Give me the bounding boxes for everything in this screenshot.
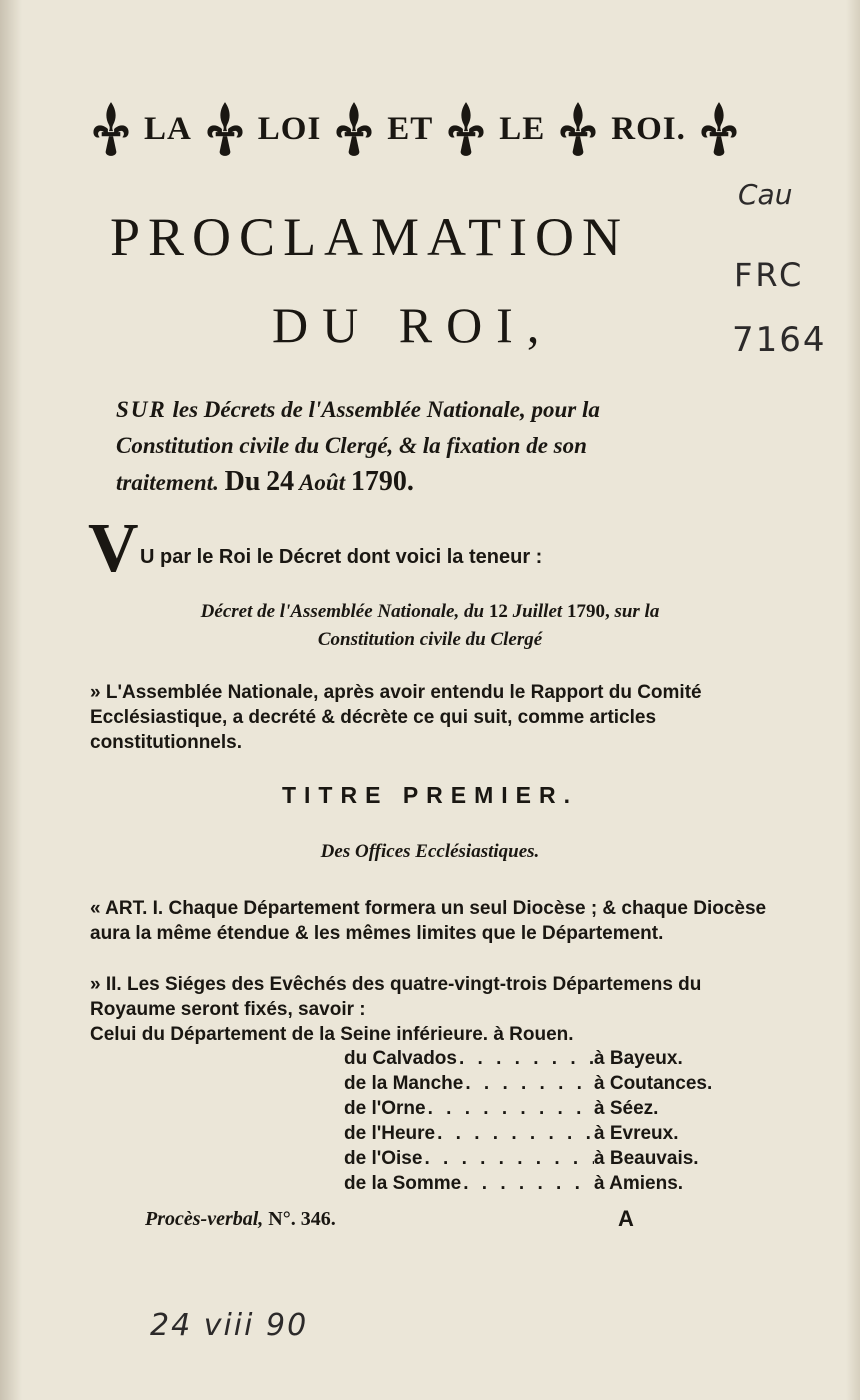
handwritten-note-1: Cau — [738, 178, 793, 211]
handwritten-date: 24 viii 90 — [150, 1308, 309, 1343]
departement-seat: à Beauvais. — [594, 1148, 699, 1169]
band-word-roi: ROI. — [611, 110, 686, 147]
article-1: « ART. I. Chaque Département formera un seul Diocèse ; & chaque Diocèse aura la même étendue & les mêmes limites que le Département. — [90, 898, 767, 944]
subject-block — [116, 392, 776, 501]
departement-seat: à Evreux. — [594, 1123, 679, 1144]
decret-heading-part-e: sur la — [614, 601, 660, 622]
subject-line-2: Constitution civile du Clergé, & la fixation de son — [116, 433, 587, 458]
departement-name: de l'Oise — [344, 1148, 423, 1169]
leader-dots — [422, 1146, 594, 1171]
leader-dots — [435, 1121, 594, 1146]
list-item — [344, 1171, 724, 1196]
decret-heading-part-a: Décret de l'Assemblée Nationale, du — [200, 601, 485, 622]
opening-line-text: U par le Roi le Décret dont voici la teneur : — [140, 546, 543, 568]
list-item — [344, 1096, 724, 1121]
subject-du: Du — [224, 466, 261, 497]
page-edge-shadow-left — [0, 0, 22, 1400]
band-word-le: LE — [499, 110, 546, 147]
leader-dots — [463, 1071, 594, 1096]
band-word-la: LA — [143, 110, 192, 147]
departement-name: de la Manche — [344, 1073, 464, 1094]
list-item — [344, 1071, 724, 1096]
section-subheading: Des Offices Ecclésiastiques. — [320, 841, 540, 862]
subject-line-3: traitement. — [116, 470, 219, 495]
section-heading: TITRE PREMIER. — [281, 782, 578, 808]
subject-line-1: les Décrets de l'Assemblée Nationale, pour la — [172, 397, 600, 422]
decret-heading-part-d: 1790, — [566, 601, 610, 622]
leader-dots — [457, 1046, 594, 1071]
departement-seat: à Amiens. — [594, 1173, 684, 1194]
departement-name: de l'Heure — [344, 1123, 436, 1144]
header-ornament-band — [90, 96, 740, 162]
proces-verbal-reference — [145, 1208, 336, 1231]
paragraph-preamble: » L'Assemblée Nationale, après avoir entendu le Rapport du Comité Ecclésiastique, a decrété & décrète ce qui suit, comme articles constitutionnels. — [90, 682, 702, 753]
page-edge-shadow-right — [846, 0, 860, 1400]
departement-seat: à Bayeux. — [594, 1048, 683, 1069]
page-subtitle: DU ROI, — [272, 297, 554, 353]
page-title: PROCLAMATION — [110, 207, 630, 267]
decret-heading — [90, 598, 770, 654]
decret-heading-line-2: Constitution civile du Clergé — [317, 629, 543, 650]
list-item — [344, 1146, 724, 1171]
handwritten-note-2: FRC — [734, 256, 805, 294]
decret-heading-part-b: 12 — [488, 601, 508, 622]
departement-seat: à Séez. — [594, 1098, 659, 1119]
drop-cap: V — [88, 510, 139, 587]
subject-date-month: Août — [299, 470, 346, 495]
fleur-de-lis-icon — [90, 98, 132, 160]
departement-name: du Calvados — [344, 1048, 457, 1069]
departement-seat: à Coutances. — [594, 1073, 713, 1094]
subject-date-year: 1790. — [350, 466, 414, 497]
fleur-de-lis-icon — [698, 98, 740, 160]
departement-list — [344, 1046, 724, 1196]
decret-heading-part-c: Juillet — [512, 601, 563, 622]
departement-name: de la Somme — [344, 1173, 462, 1194]
subject-date-day: 24 — [266, 466, 295, 497]
fleur-de-lis-icon — [333, 98, 375, 160]
list-item — [344, 1046, 724, 1071]
handwritten-note-3: 7164 — [732, 320, 827, 360]
fleur-de-lis-icon — [445, 98, 487, 160]
article-2: » II. Les Siéges des Evêchés des quatre-vingt-trois Départemens du Royaume seront fixés, savoir : — [90, 974, 702, 1020]
proces-verbal-number: N°. 346. — [268, 1208, 336, 1230]
signature-mark: A — [618, 1206, 634, 1231]
leader-dots — [461, 1171, 594, 1196]
leader-dots — [426, 1096, 594, 1121]
departement-seine-inferieure: Celui du Département de la Seine inférieure. à Rouen. — [90, 1024, 574, 1045]
list-item — [344, 1121, 724, 1146]
fleur-de-lis-icon — [557, 98, 599, 160]
band-word-loi: LOI — [257, 110, 322, 147]
fleur-de-lis-icon — [204, 98, 246, 160]
proces-verbal-label: Procès-verbal, — [145, 1208, 264, 1230]
subject-lead: SUR — [116, 397, 167, 422]
departement-name: de l'Orne — [344, 1098, 426, 1119]
opening-line — [78, 510, 778, 587]
band-word-et: ET — [387, 110, 434, 147]
